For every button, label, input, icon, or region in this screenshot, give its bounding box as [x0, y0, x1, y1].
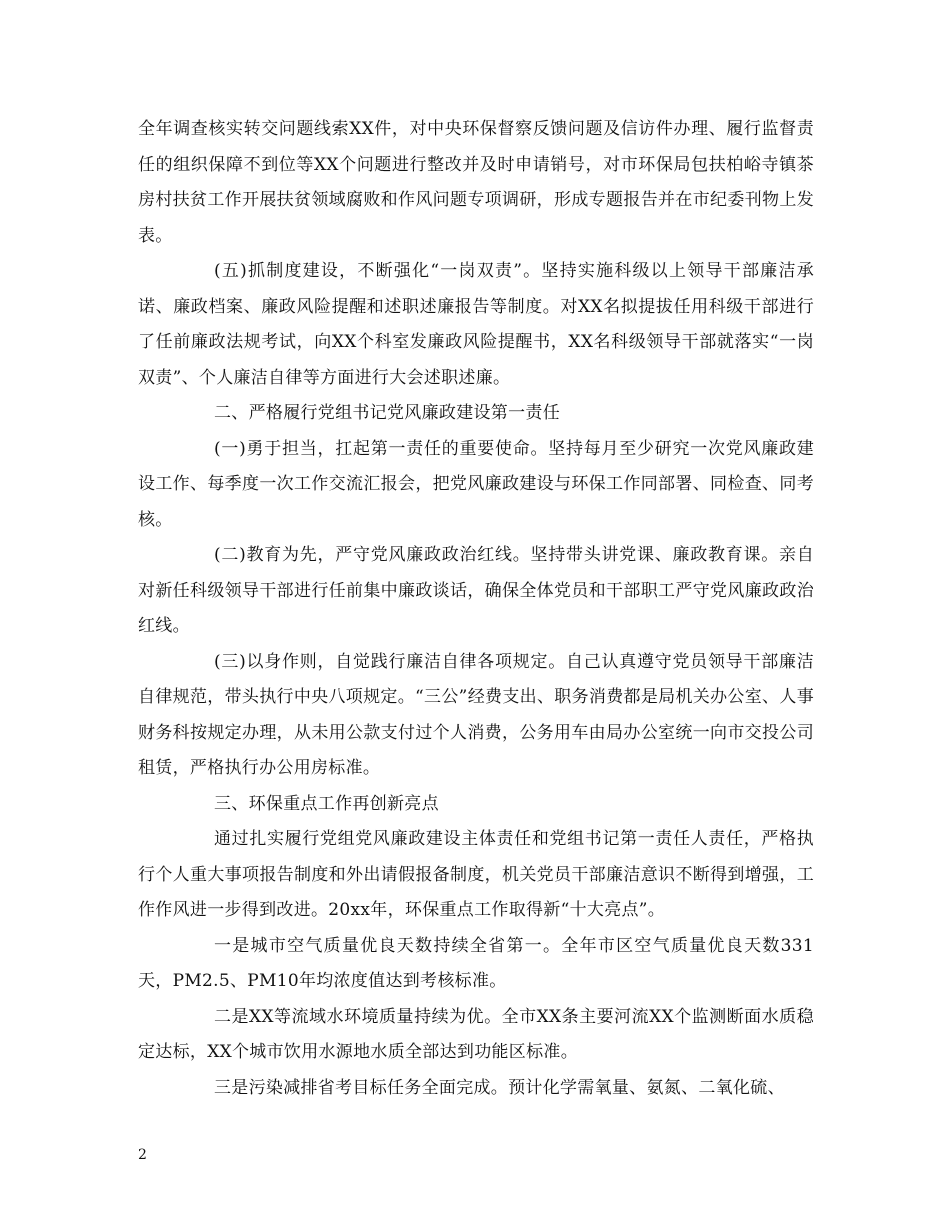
paragraph-8: 二是XX等流域水环境质量持续为优。全市XX条主要河流XX个监测断面水质稳定达标，XX个城市饮用水源地水质全部达到功能区标准。	[138, 1006, 814, 1062]
paragraph-9: 三是污染减排省考目标任务全面完成。预计化学需氧量、氨氮、二氧化硫、	[214, 1077, 785, 1098]
paragraph-5: (三)以身作则，自觉践行廉洁自律各项规定。自己认真遵守党员领导干部廉洁自律规范，带头执行中央八项规定。“三公”经费支出、职务消费都是局机关办公室、人事财务科按规定办理，从未用公款支付过个人消费，公务用车由局办公室统一向市交投公司租赁，严格执行办公用房标准。	[138, 651, 814, 778]
paragraph-4: (二)教育为先，严守党风廉政政治红线。坚持带头讲党课、廉政教育课。亲自对新任科级领导干部进行任前集中廉政谈话，确保全体党员和干部职工严守党风廉政政治红线。	[138, 545, 814, 636]
paragraph-3: (一)勇于担当，扛起第一责任的重要使命。坚持每月至少研究一次党风廉政建设工作、每季度一次工作交流汇报会，把党风廉政建设与环保工作同部署、同检查、同考核。	[138, 438, 814, 530]
paragraph-7: 一是城市空气质量优良天数持续全省第一。全年市区空气质量优良天数331天，PM2.5、PM10年均浓度值达到考核标准。	[138, 935, 814, 991]
section-heading-3: 三、环保重点工作再创新亮点	[214, 793, 439, 814]
paragraph-6: 通过扎实履行党组党风廉政建设主体责任和党组书记第一责任人责任，严格执行个人重大事项报告制度和外出请假报备制度，机关党员干部廉洁意识不断得到增强，工作作风进一步得到改进。20xx年，环保重点工作取得新“十大亮点”。	[138, 829, 814, 920]
section-heading-2: 二、严格履行党组书记党风廉政建设第一责任	[214, 403, 560, 423]
paragraph-1: 全年调查核实转交问题线索XX件，对中央环保督察反馈问题及信访件办理、履行监督责任的组织保障不到位等XX个问题进行整改并及时申请销号，对市环保局包扶柏峪寺镇茶房村扶贫工作开展扶贫领域腐败和作风问题专项调研，形成专题报告并在市纪委刊物上发表。	[138, 119, 814, 246]
document-page	[138, 112, 814, 1106]
paragraph-2: (五)抓制度建设，不断强化“一岗双责”。坚持实施科级以上领导干部廉洁承诺、廉政档案、廉政风险提醒和述职述廉报告等制度。对XX名拟提拔任用科级干部进行了任前廉政法规考试，向XX个科室发廉政风险提醒书，XX名科级领导干部就落实“一岗双责”、个人廉洁自律等方面进行大会述职述廉。	[138, 261, 814, 388]
page-number: 2	[138, 1147, 147, 1163]
